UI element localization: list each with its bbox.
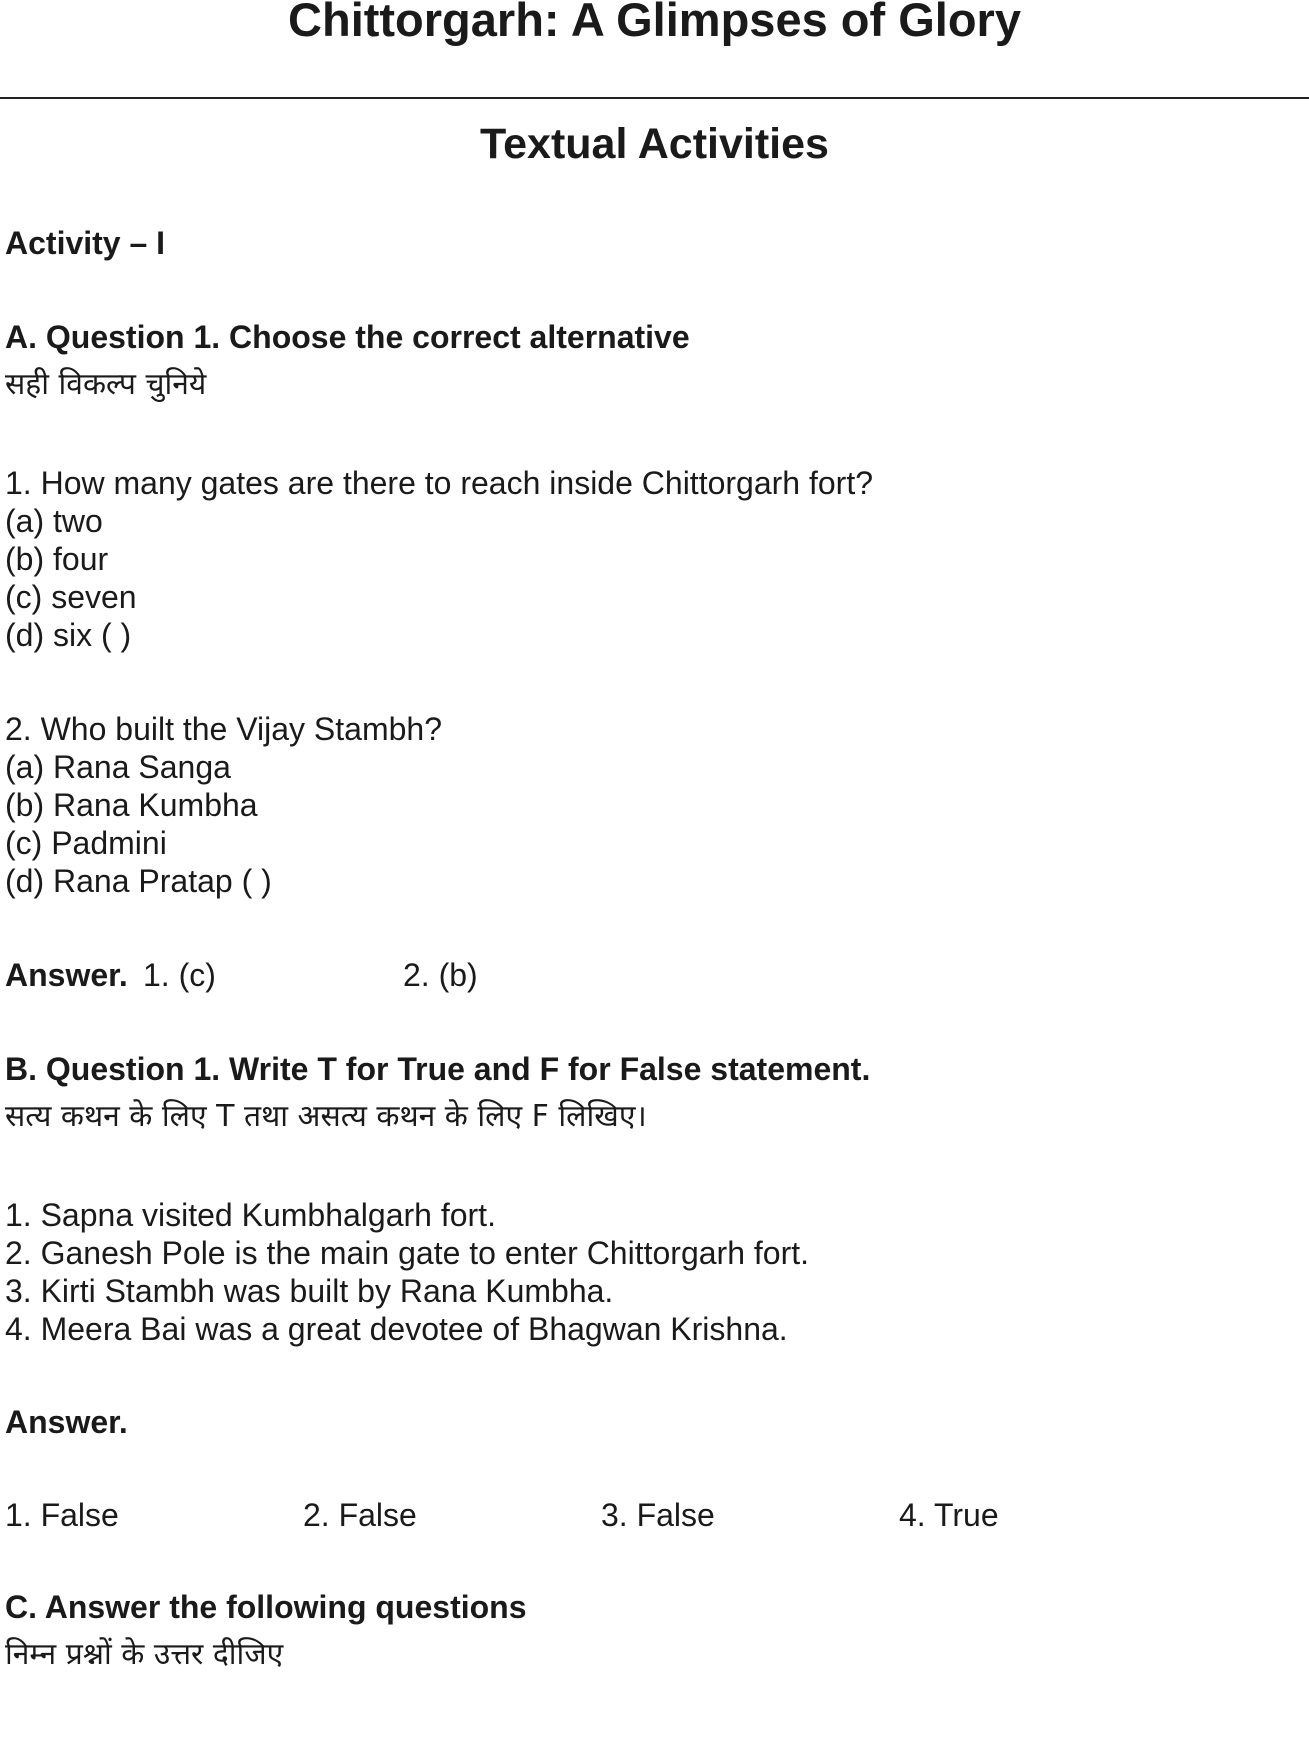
section-title: Textual Activities <box>480 120 829 168</box>
question-1-option-c: (c) seven <box>5 579 137 615</box>
question-2: 2. Who built the Vijay Stambh? <box>5 711 442 747</box>
part-a-answer-1: 1. (c) <box>143 957 216 993</box>
question-2-option-a: (a) Rana Sanga <box>5 749 231 785</box>
part-b-answer-4: 4. True <box>899 1497 999 1533</box>
part-b-answer-label: Answer. <box>5 1404 128 1440</box>
part-b-answer-2: 2. False <box>303 1497 417 1533</box>
title-divider <box>0 97 1309 99</box>
part-a-heading: A. Question 1. Choose the correct alternative <box>5 319 690 355</box>
part-c-hindi: निम्न प्रश्नों के उत्तर दीजिए <box>5 1637 284 1672</box>
statement-3: 3. Kirti Stambh was built by Rana Kumbha. <box>5 1273 614 1309</box>
part-b-answer-3: 3. False <box>601 1497 715 1533</box>
part-a-answer-label: Answer. <box>5 957 128 993</box>
question-2-option-d: (d) Rana Pratap ( ) <box>5 863 272 899</box>
part-a-answer-row <box>5 956 1205 996</box>
part-b-answer-row <box>5 1496 1205 1536</box>
page-title: Chittorgarh: A Glimpses of Glory <box>288 0 1021 46</box>
question-2-option-c: (c) Padmini <box>5 825 167 861</box>
part-c-heading: C. Answer the following questions <box>5 1589 527 1625</box>
part-a-answer-2: 2. (b) <box>403 957 478 993</box>
activity-heading: Activity – I <box>5 225 166 261</box>
question-1-option-a: (a) two <box>5 503 103 539</box>
part-b-answer-1: 1. False <box>5 1497 119 1533</box>
question-2-option-b: (b) Rana Kumbha <box>5 787 258 823</box>
part-b-heading: B. Question 1. Write T for True and F for False statement. <box>5 1051 871 1087</box>
question-1: 1. How many gates are there to reach inside Chittorgarh fort? <box>5 465 873 501</box>
question-1-option-d: (d) six ( ) <box>5 617 132 653</box>
statement-2: 2. Ganesh Pole is the main gate to enter Chittorgarh fort. <box>5 1235 809 1271</box>
statement-1: 1. Sapna visited Kumbhalgarh fort. <box>5 1197 496 1233</box>
part-a-hindi: सही विकल्प चुनिये <box>5 367 207 402</box>
question-1-option-b: (b) four <box>5 541 109 577</box>
part-b-hindi: सत्य कथन के लिए T तथा असत्य कथन के लिए F लिखिए। <box>5 1099 647 1134</box>
statement-4: 4. Meera Bai was a great devotee of Bhagwan Krishna. <box>5 1311 788 1347</box>
